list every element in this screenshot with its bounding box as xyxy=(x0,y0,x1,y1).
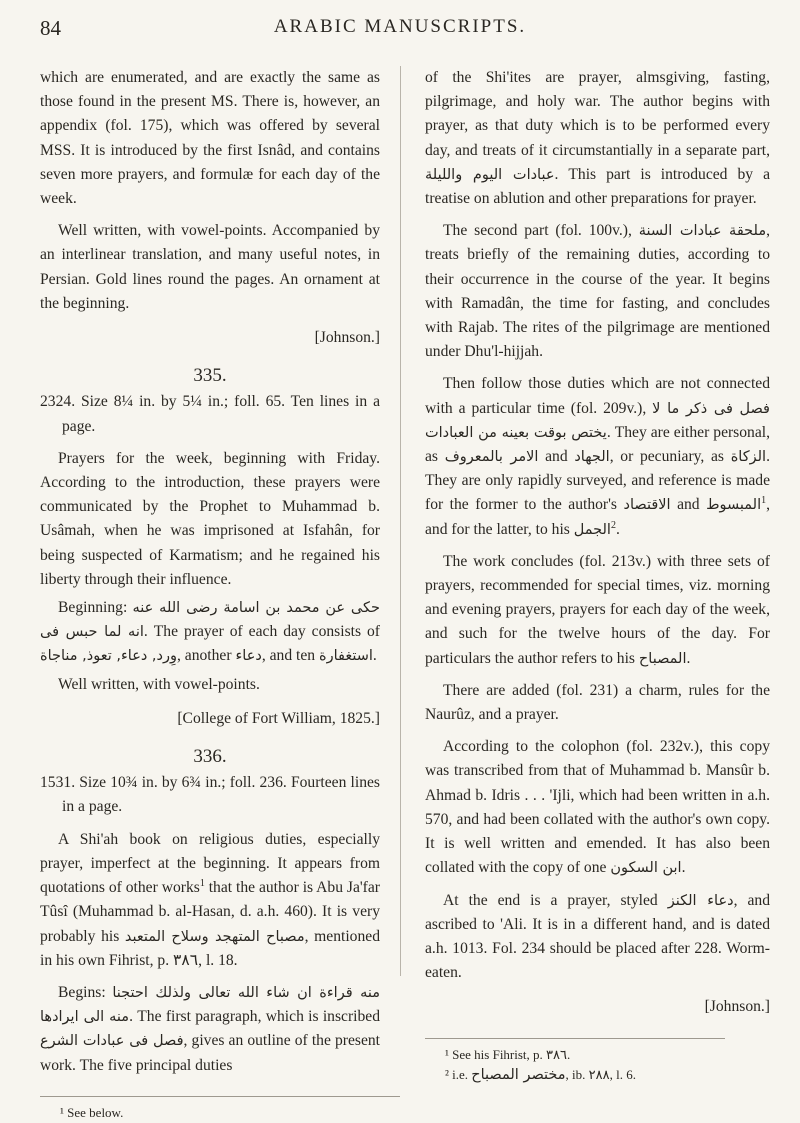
text-run: The work concludes (fol. 213v.) with three sets of prayers, recommended for special times, viz. morning and evening prayers, prayers for each day of the week, and such for the twelve hours of the day. For particulars the author refers to his xyxy=(425,552,770,667)
running-title: ARABIC MANUSCRIPTS. xyxy=(273,16,527,37)
arabic-text: ملحقة عبادات السنة xyxy=(638,223,767,240)
text-run: , ib. ٢٨٨, l. 6. xyxy=(565,1066,636,1082)
footnote-marker: 2 xyxy=(610,519,616,531)
arabic-text: دعاء xyxy=(235,648,262,665)
text-run: . They are only rapidly surveyed, and reference is made for the former to the author's xyxy=(425,448,770,514)
text-run: , treats briefly of the remaining duties, according to their occurrence in the course of the year. It begins with Ramadân, the time for fasting, and concludes with Rajab. The rites of the pilgrimage are mentioned under Dhu'l-hijjah. xyxy=(425,222,770,361)
entry-number: 336. xyxy=(193,746,227,768)
entry-spec: 1531. Size 10¾ in. by 6¾ in.; foll. 236. Fourteen lines in a page. xyxy=(40,774,380,816)
text-run: At the end is a prayer, styled xyxy=(443,891,658,909)
text-run: , and for the latter, to his xyxy=(425,496,771,538)
text-run: . This part is introduced by a treatise on ablution and other preparations for prayer. xyxy=(425,165,770,208)
arabic-text: فصل فى ذكر ما لا يختص بوقت بعينه من العبادات xyxy=(425,400,770,441)
arabic-text: استغفارة xyxy=(318,648,373,665)
paragraph xyxy=(425,219,770,364)
text-run: that the author is Abu Ja'far Tûsî (Muhammad b. al-Hasan, d. a.h. 460). It is very probably his xyxy=(40,879,380,945)
page-number: 84 xyxy=(40,16,61,40)
text-run: , and ascribed to 'Ali. It is in a different hand, and is dated a.h. 1013. Fol. 234 should be placed after 228. Worm-eaten. xyxy=(425,891,770,982)
text-run: and xyxy=(545,448,568,466)
text-run: According to the colophon (fol. 232v.), this copy was transcribed from that of Muhammad b. Mansûr b. Ahmad b. Idris . . . 'Ijli, which had been written in a.h. 570, and had been collated with the author's own copy. It is well written and emended. It has also been collated with the copy of one xyxy=(425,738,770,877)
text-run: The first paragraph, which is inscribed xyxy=(137,1008,381,1026)
entry-number: 335. xyxy=(193,365,227,387)
text-run: . xyxy=(615,520,620,538)
paragraph xyxy=(425,550,770,671)
paragraph: There are added (fol. 231) a charm, rules for the Naurûz, and a prayer. xyxy=(425,681,770,724)
text-run: , another xyxy=(176,647,232,665)
footnote: ¹ See below. xyxy=(60,1104,124,1120)
text-run: . xyxy=(681,859,686,877)
provenance-reference: [Johnson.] xyxy=(314,329,380,347)
footnote: ¹ See his Fihrist, p. ٣٨٦. xyxy=(445,1046,571,1062)
text-run: . They are either personal, as xyxy=(425,423,771,466)
left-column xyxy=(40,66,380,1123)
text-run: , or pecuniary, as xyxy=(609,448,724,466)
paragraph: Well written, with vowel-points. Accompanied by an interlinear translation, and many useful notes, in Persian. Gold lines round the pages. An ornament at the beginning. xyxy=(40,222,380,312)
arabic-text: حكى عن محمد بن اسامة رضى الله عنه انه لما حبس فى xyxy=(40,600,380,641)
footnote-marker: 1 xyxy=(761,495,767,507)
text-run: A Shi'ah book on religious duties, especially prayer, imperfect at the beginning. It appears from quotations of other works xyxy=(40,830,380,897)
right-column xyxy=(425,66,770,1085)
entry-spec: 2324. Size 8¼ in. by 5¼ in.; foll. 65. Ten lines in a page. xyxy=(40,393,380,435)
text-run: and xyxy=(677,496,700,514)
arabic-text: ابن السكون xyxy=(610,860,682,877)
arabic-text: منه قراءة ان شاء الله تعالى ولذلك احتجنا منه الى ايرادها xyxy=(40,984,380,1026)
footnote xyxy=(425,1065,770,1085)
arabic-text: الجهاد xyxy=(574,449,610,466)
paragraph xyxy=(425,735,770,880)
entry-description: Prayers for the week, beginning with Friday. According to the introduction, these prayers were communicated by the Prophet to Muhammad b. Usâmah, when he was imprisoned at Isfahân, for being suspected of Karmatism; and he regained his liberty through their influence. xyxy=(40,449,380,588)
paragraph: Well written, with vowel-points. xyxy=(58,675,260,693)
arabic-text: الزكاة xyxy=(730,449,767,466)
beginning-label: Beginning: xyxy=(58,599,128,617)
footnote-divider xyxy=(40,1096,400,1097)
text-run: . xyxy=(686,649,691,667)
text-run: , mentioned in his own Fihrist, p. ٣٨٦, l. 18. xyxy=(40,927,380,969)
column-divider xyxy=(400,66,401,976)
begins-label: Begins: xyxy=(58,983,106,1001)
arabic-text: فصل فى عبادات الشرع xyxy=(40,1033,184,1050)
arabic-text: الاقتصاد xyxy=(623,497,671,514)
text-run: ² i.e. xyxy=(445,1066,469,1082)
footnote-marker: 1 xyxy=(199,877,205,889)
paragraph: which are enumerated, and are exactly the same as those found in the present MS. There is, however, an appendix (fol. 175), which was offered by several MSS. It is introduced by the first Isnâd, and contains seven more prayers, and formulæ for each day of the week. xyxy=(40,69,380,208)
provenance-reference: [Johnson.] xyxy=(704,998,770,1016)
entry-description xyxy=(40,828,380,973)
paragraph xyxy=(425,372,770,541)
arabic-text: الجمل xyxy=(573,521,611,538)
page-header xyxy=(0,14,800,44)
arabic-text: مختصر المصباح xyxy=(471,1066,566,1083)
arabic-text: الامر بالمعروف xyxy=(444,449,539,466)
paragraph xyxy=(425,889,770,986)
paragraph xyxy=(425,66,770,211)
provenance-reference: [College of Fort William, 1825.] xyxy=(177,709,380,727)
arabic-text: دعاء الكنز xyxy=(667,892,734,909)
text-run: , and ten xyxy=(261,647,316,665)
beginning-paragraph: Beginning: حكى عن محمد بن اسامة رضى الله عنه انه لما حبس فى. The prayer of each day consists of وِرد, دعاء, تعوذ, مناجاة, another دعاء, and ten استغفارة. xyxy=(40,599,380,665)
text-run: The second part (fol. 100v.), xyxy=(443,222,632,240)
text-run: Then follow those duties which are not connected with a particular time (fol. 209v.), xyxy=(425,375,770,417)
arabic-text: المبسوط xyxy=(706,497,762,514)
arabic-text: عبادات اليوم والليلة xyxy=(425,166,555,183)
arabic-text: وِرد, دعاء, تعوذ, مناجاة xyxy=(40,648,177,665)
arabic-text: مصباح المتهجد وسلاح المتعبد xyxy=(124,928,305,945)
text-run: , gives an outline of the present work. The five principal duties xyxy=(40,1032,380,1074)
arabic-text: المصباح xyxy=(638,650,687,667)
begins-paragraph: Begins: منه قراءة ان شاء الله تعالى ولذلك احتجنا منه الى ايرادها. The first paragraph, which is inscribed فصل فى عبادات الشرع, gives an outline of the present work. The five principal duties xyxy=(40,983,381,1074)
text-run: The prayer of each day consists of xyxy=(153,623,380,641)
text-run: of the Shi'ites are prayer, almsgiving, fasting, pilgrimage, and holy war. The author begins with prayer, as that duty which is to be performed every day, and treats of it circumstantially in a separate part, xyxy=(425,69,770,159)
footnote-divider xyxy=(425,1038,725,1039)
